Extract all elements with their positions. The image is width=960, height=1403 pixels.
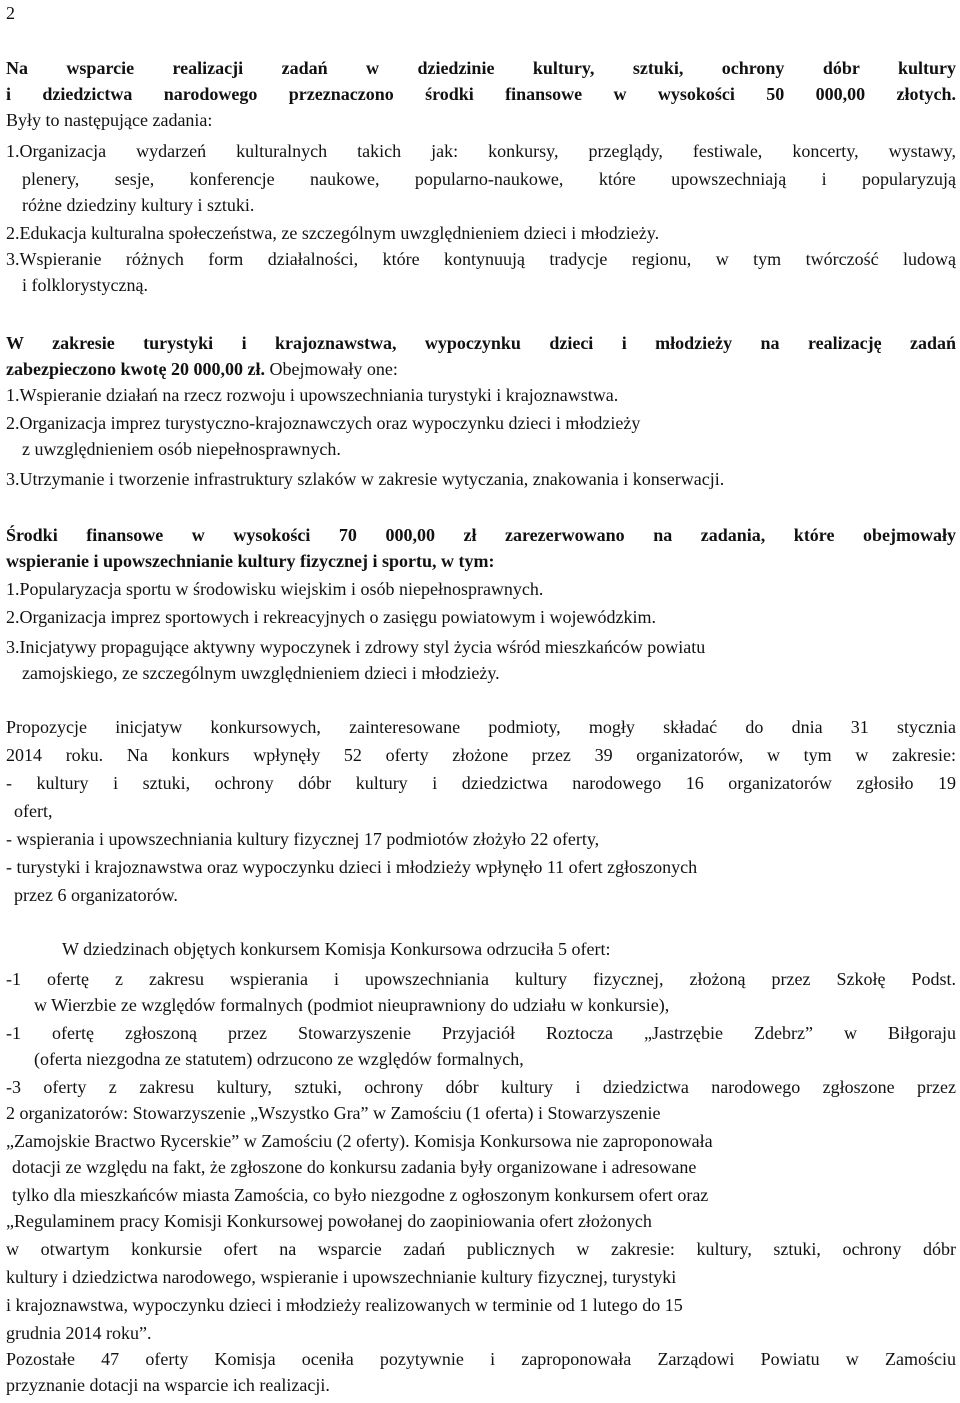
sport-heading-line-1: Środki finansowe w wysokości 70 000,00 zł zarezerwowano na zadania, które obejmowały <box>6 525 956 545</box>
sport-task-2: 2.Organizacja imprez sportowych i rekreacyjnych o zasięgu powiatowym i wojewódzkim. <box>6 607 656 627</box>
tourism-heading-line-1: W zakresie turystyki i krajoznawstwa, wypoczynku dzieci i młodzieży na realizację zadań <box>6 333 956 353</box>
tourism-heading-tail: Obejmowały one: <box>264 359 398 379</box>
rejections-line-1: W dziedzinach objętych konkursem Komisja Konkursowa odrzuciła 5 ofert: <box>62 939 611 959</box>
rejections-line-7: 2 organizatorów: Stowarzyszenie „Wszystko Gra” w Zamościu (1 oferta) i Stowarzyszenie <box>6 1103 661 1123</box>
rejections-line-6: -3 oferty z zakresu kultury, sztuki, ochrony dóbr kultury i dziedzictwa narodowego zgłoszone przez <box>6 1077 956 1097</box>
rejections-line-14: i krajoznawstwa, wypoczynku dzieci i młodzieży realizowanych w terminie od 1 lutego do 15 <box>6 1295 683 1315</box>
sport-heading-line-2: wspieranie i upowszechnianie kultury fizycznej i sportu, w tym: <box>6 551 495 571</box>
culture-task-2: 2.Edukacja kulturalna społeczeństwa, ze szczególnym uwzględnieniem dzieci i młodzieży. <box>6 223 660 243</box>
proposals-line-2: 2014 roku. Na konkurs wpłynęły 52 oferty złożone przez 39 organizatorów, w tym w zakresie: <box>6 745 956 765</box>
proposals-line-5: - wspierania i upowszechniania kultury fizycznej 17 podmiotów złożyło 22 oferty, <box>6 829 600 849</box>
tourism-task-1: 1.Wspieranie działań na rzecz rozwoju i upowszechniania turystyki i krajoznawstwa. <box>6 385 619 405</box>
rejections-line-11: „Regulaminem pracy Komisji Konkursowej powołanej do zaopiniowania ofert złożonych <box>6 1211 652 1231</box>
rejections-line-2: -1 ofertę z zakresu wspierania i upowszechniania kultury fizycznej, złożoną przez Szkołę Podst. <box>6 969 956 989</box>
tourism-amount: zabezpieczono kwotę 20 000,00 zł. <box>6 359 265 379</box>
rejections-line-15: grudnia 2014 roku”. <box>6 1323 152 1343</box>
culture-task-1-line-2: plenery, sesje, konferencje naukowe, popularno-naukowe, które upowszechniają i popularyzują <box>22 169 956 189</box>
sport-task-3-line-2: zamojskiego, ze szczególnym uwzględnieniem dzieci i młodzieży. <box>22 663 500 683</box>
tourism-task-2-line-2: z uwzględnieniem osób niepełnosprawnych. <box>22 439 341 459</box>
intro-line-3: Były to następujące zadania: <box>6 110 213 130</box>
rejections-line-5: (oferta niezgodna ze statutem) odrzucono ze względów formalnych, <box>34 1049 524 1069</box>
rejections-line-9: dotacji ze względu na fakt, że zgłoszone do konkursu zadania były organizowane i adresowane <box>12 1157 697 1177</box>
proposals-line-1: Propozycje inicjatyw konkursowych, zainteresowane podmioty, mogły składać do dnia 31 stycznia <box>6 717 956 737</box>
page-number: 2 <box>6 3 15 23</box>
proposals-line-3: - kultury i sztuki, ochrony dóbr kultury i dziedzictwa narodowego 16 organizatorów zgłosiło 19 <box>6 773 956 793</box>
rejections-line-10: tylko dla mieszkańców miasta Zamościa, co było niezgodne z ogłoszonym konkursem ofert oraz <box>12 1185 709 1205</box>
tourism-heading-line-2 <box>6 356 398 382</box>
proposals-line-7: przez 6 organizatorów. <box>14 885 178 905</box>
culture-task-1-line-1: 1.Organizacja wydarzeń kulturalnych takich jak: konkursy, przeglądy, festiwale, koncerty, wystawy, <box>6 141 956 161</box>
sport-task-3-line-1: 3.Inicjatywy propagujące aktywny wypoczynek i zdrowy styl życia wśród mieszkańców powiatu <box>6 637 706 657</box>
proposals-line-6: - turystyki i krajoznawstwa oraz wypoczynku dzieci i młodzieży wpłynęło 11 ofert zgłoszonych <box>6 857 698 877</box>
tourism-task-2-line-1: 2.Organizacja imprez turystyczno-krajoznawczych oraz wypoczynku dzieci i młodzieży <box>6 413 641 433</box>
intro-line-2: i dziedzictwa narodowego przeznaczono środki finansowe w wysokości 50 000,00 złotych. <box>6 84 956 104</box>
rejections-line-4: -1 ofertę zgłoszoną przez Stowarzyszenie Przyjaciół Roztocza „Jastrzębie Zdebrz” w Biłgoraju <box>6 1023 956 1043</box>
rejections-line-17: przyznanie dotacji na wsparcie ich realizacji. <box>6 1375 330 1395</box>
proposals-line-4: ofert, <box>14 801 53 821</box>
rejections-line-16: Pozostałe 47 oferty Komisja oceniła pozytywnie i zaproponowała Zarządowi Powiatu w Zamościu <box>6 1349 956 1369</box>
rejections-line-12: w otwartym konkursie ofert na wsparcie zadań publicznych w zakresie: kultury, sztuki, ochrony dóbr <box>6 1239 956 1259</box>
rejections-line-13: kultury i dziedzictwa narodowego, wspieranie i upowszechnianie kultury fizycznej, turystyki <box>6 1267 677 1287</box>
sport-task-1: 1.Popularyzacja sportu w środowisku wiejskim i osób niepełnosprawnych. <box>6 579 544 599</box>
culture-task-1-line-3: różne dziedziny kultury i sztuki. <box>22 195 255 215</box>
intro-line-1: Na wsparcie realizacji zadań w dziedzinie kultury, sztuki, ochrony dóbr kultury <box>6 58 956 78</box>
tourism-task-3: 3.Utrzymanie i tworzenie infrastruktury szlaków w zakresie wytyczania, znakowania i konserwacji. <box>6 469 725 489</box>
rejections-line-8: „Zamojskie Bractwo Rycerskie” w Zamościu (2 oferty). Komisja Konkursowa nie zaproponowała <box>6 1131 713 1151</box>
culture-task-3-line-1: 3.Wspieranie różnych form działalności, które kontynuują tradycje regionu, w tym twórczość ludową <box>6 249 956 269</box>
rejections-line-3: w Wierzbie ze względów formalnych (podmiot nieuprawniony do udziału w konkursie), <box>34 995 670 1015</box>
culture-task-3-line-2: i folklorystyczną. <box>22 275 148 295</box>
